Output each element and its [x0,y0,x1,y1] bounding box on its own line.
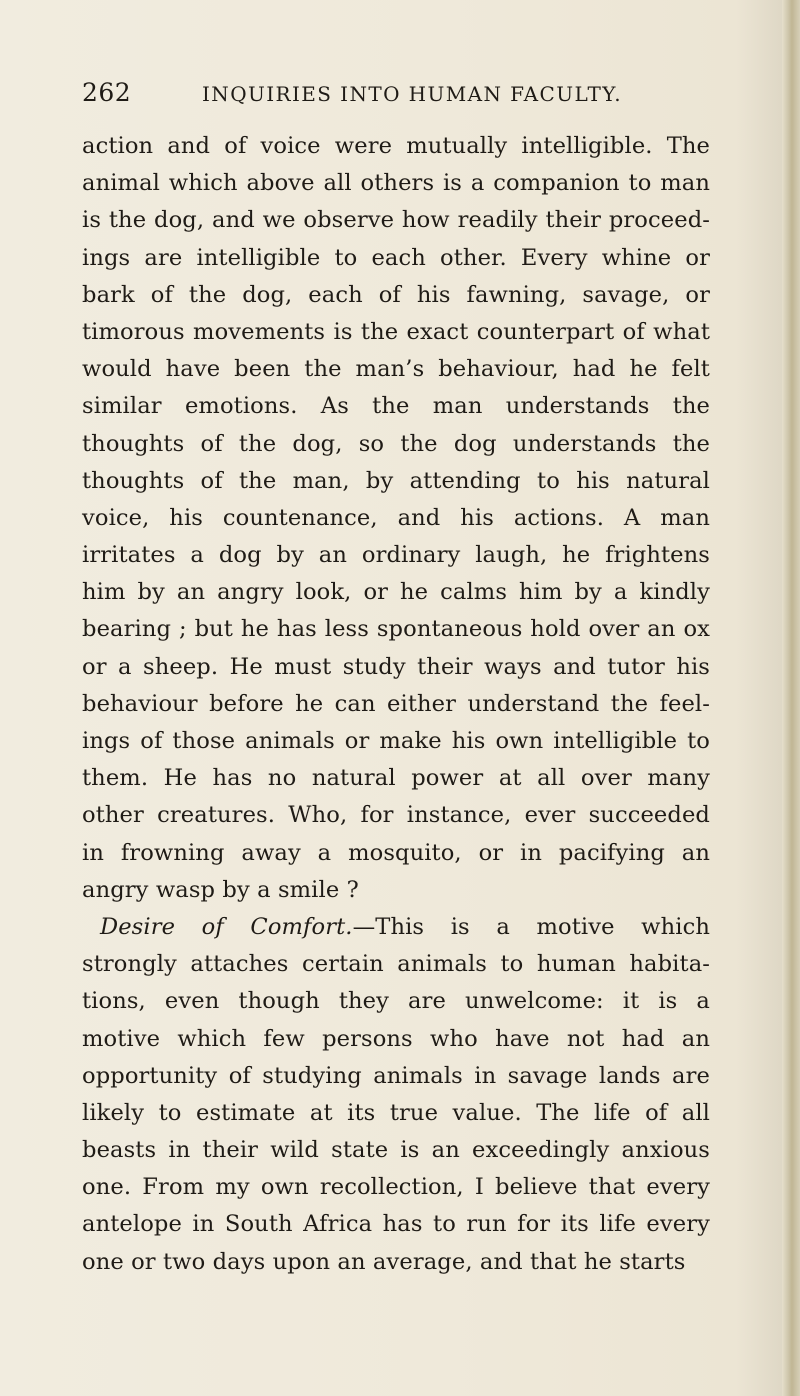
text-line: thoughts of the dog, so the dog understands the [82,430,710,457]
page-number: 262 [82,78,132,107]
text-line: animal which above all others is a companion to man [82,170,710,197]
text-line: them. He has no natural power at all over many [82,765,710,792]
text-line: ings of those animals or make his own intelligible to [82,728,710,754]
text-line: one. From my own recollection, I believe that every [82,1174,710,1201]
text-line: voice, his countenance, and his actions. A man [82,504,710,531]
page-edge-shadow [782,0,800,1396]
text-line: other creatures. Who, for instance, ever succeeded [82,802,710,829]
text-line: likely to estimate at its true value. The life of all [82,1099,710,1126]
section-line [82,909,710,946]
text-line: similar emotions. As the man understands the [82,393,710,420]
text-line: in frowning away a mosquito, or in pacifying an [82,839,710,866]
section-heading: Desire of Comfort. [100,913,353,940]
text-line: is the dog, and we observe how readily their proceed- [82,207,710,234]
text-line: behaviour before he can either understand the feel- [82,690,710,717]
text-line: irritates a dog by an ordinary laugh, he frightens [82,542,710,569]
text-line: strongly attaches certain animals to human habita- [82,951,710,978]
text-line: angry wasp by a smile ? [82,876,359,903]
text-line: timorous movements is the exact counterpart of what [82,318,710,345]
text-line: him by an angry look, or he calms him by a kindly [82,579,710,606]
text-line: motive which few persons who have not had an [82,1025,710,1052]
text-line: ings are intelligible to each other. Every whine or [82,244,710,271]
text-line: or a sheep. He must study their ways and tutor his [82,653,710,680]
body-text [82,128,710,1281]
text-line: beasts in their wild state is an exceedingly anxious [82,1137,710,1164]
text-line: tions, even though they are unwelcome: it is a [82,988,710,1015]
text-line: antelope in South Africa has to run for its life every [82,1211,710,1238]
text-line: would have been the man’s behaviour, had he felt [82,356,710,383]
text-line: bearing ; but he has less spontaneous hold over an ox [82,616,710,643]
page-header [82,78,722,114]
text-line: thoughts of the man, by attending to his natural [82,467,710,494]
section-dash-text: —This is a motive which [352,913,710,940]
text-line: action and of voice were mutually intelligible. The [82,133,710,159]
running-title: INQUIRIES INTO HUMAN FACULTY. [202,82,623,106]
text-line: opportunity of studying animals in savage lands are [82,1062,710,1089]
text-line: one or two days upon an average, and that he starts [82,1248,686,1275]
text-line: bark of the dog, each of his fawning, savage, or [82,281,710,308]
